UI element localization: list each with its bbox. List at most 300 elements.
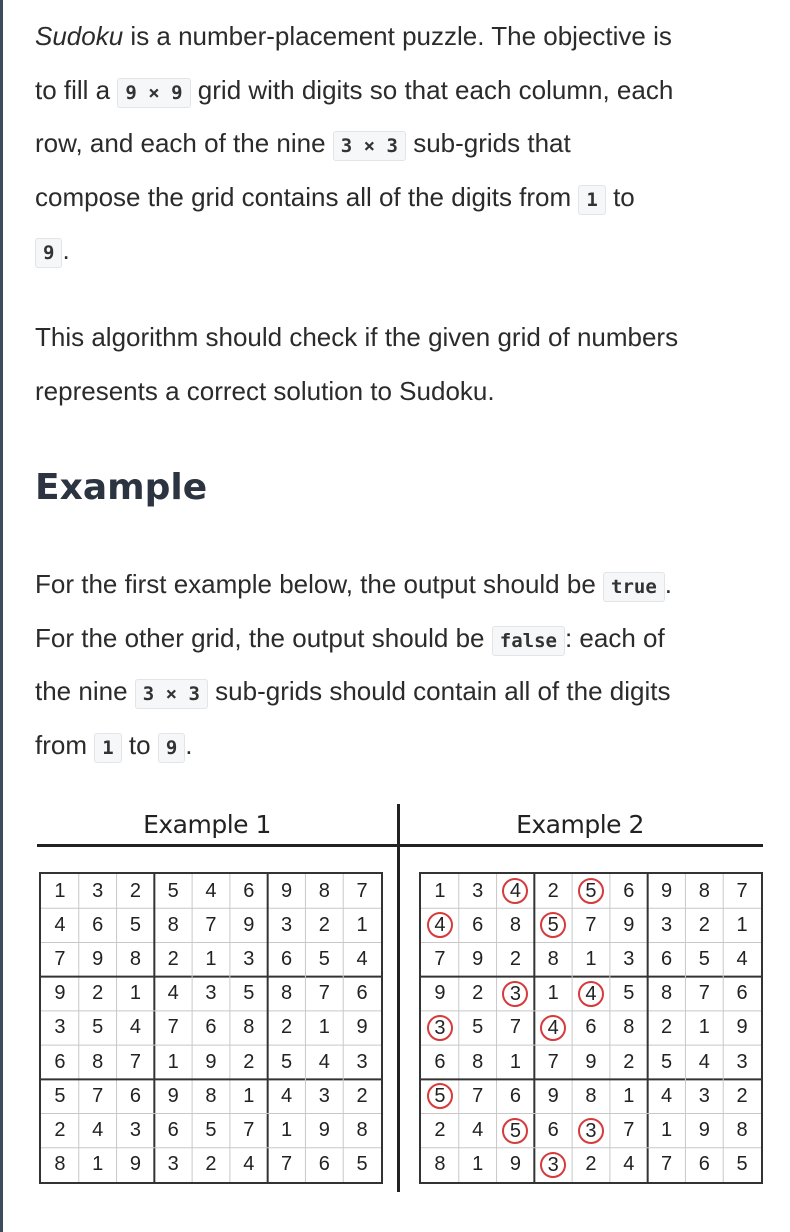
sudoku-cell xyxy=(41,942,79,976)
sudoku-cell xyxy=(723,1148,761,1182)
sudoku-cell xyxy=(685,977,723,1011)
sudoku-cell xyxy=(685,1114,723,1148)
cell-digit: 3 xyxy=(698,1084,710,1107)
sudoku-cell xyxy=(154,1079,192,1113)
cell-digit: 5 xyxy=(318,948,330,971)
cell-digit: 2 xyxy=(736,1084,748,1107)
sudoku-cell xyxy=(305,1079,343,1113)
cell-digit: 1 xyxy=(318,1016,330,1039)
sudoku-cell xyxy=(154,1114,192,1148)
sudoku-cell xyxy=(648,908,686,942)
sudoku-cell xyxy=(572,908,610,942)
sudoku-cell xyxy=(343,1148,381,1182)
sudoku-cell xyxy=(41,1079,79,1113)
cell-digit: 4 xyxy=(280,1084,293,1107)
cell-digit: 5 xyxy=(54,1084,66,1107)
cell-digit: 2 xyxy=(243,1050,255,1073)
example-1-title: Example 1 xyxy=(143,810,271,839)
sudoku-cell xyxy=(421,1114,459,1148)
sudoku-cell xyxy=(610,908,648,942)
cell-digit: 4 xyxy=(243,1153,255,1176)
cell-digit: 8 xyxy=(698,879,710,902)
cell-digit: 3 xyxy=(660,913,673,936)
sudoku-cell xyxy=(572,977,610,1011)
sudoku-cell xyxy=(117,1114,155,1148)
highlighted-digit: 5 xyxy=(502,1118,528,1144)
cell-digit: 5 xyxy=(472,1016,484,1039)
cell-digit: 6 xyxy=(698,1153,710,1176)
sudoku-cell xyxy=(421,1148,459,1182)
sudoku-cell xyxy=(421,1011,459,1045)
sudoku-cell xyxy=(572,942,610,976)
cell-digit: 3 xyxy=(243,948,255,971)
sudoku-cell xyxy=(343,1011,381,1045)
cell-digit: 8 xyxy=(243,1016,255,1039)
sudoku-cell xyxy=(117,1148,155,1182)
sudoku-cell xyxy=(154,874,192,908)
cell-digit: 3 xyxy=(205,982,217,1005)
highlighted-digit: 4 xyxy=(578,981,604,1007)
sudoku-cell xyxy=(192,908,230,942)
algorithm-paragraph: This algorithm should check if the given grid of numbers represents a correct solution to Sudoku. xyxy=(35,322,679,406)
sudoku-cell xyxy=(268,874,306,908)
sudoku-cell xyxy=(534,977,572,1011)
column-divider xyxy=(397,804,400,1192)
sudoku-cell xyxy=(343,977,381,1011)
sudoku-cell xyxy=(343,942,381,976)
sudoku-cell xyxy=(459,1045,497,1079)
cell-digit: 5 xyxy=(698,948,710,971)
cell-digit: 8 xyxy=(547,948,559,971)
sudoku-cell xyxy=(230,1045,268,1079)
cell-digit: 1 xyxy=(547,982,559,1005)
sudoku-cell xyxy=(79,1148,117,1182)
sudoku-cell xyxy=(610,942,648,976)
highlighted-digit: 4 xyxy=(502,878,528,904)
sudoku-cell xyxy=(343,908,381,942)
sudoku-cell xyxy=(230,942,268,976)
cell-digit: 8 xyxy=(92,1050,104,1073)
cell-digit: 4 xyxy=(660,1084,673,1107)
cell-digit: 1 xyxy=(243,1084,255,1107)
sudoku-cell xyxy=(648,1079,686,1113)
cell-digit: 1 xyxy=(472,1153,484,1176)
cell-digit: 9 xyxy=(92,948,104,971)
cell-digit: 5 xyxy=(356,1153,368,1176)
sudoku-grid-example-1 xyxy=(39,872,383,1184)
highlighted-digit: 5 xyxy=(578,878,604,904)
sudoku-cell xyxy=(497,1011,535,1045)
cell-digit: 7 xyxy=(547,1050,559,1073)
cell-digit: 1 xyxy=(585,948,597,971)
cell-digit: 2 xyxy=(54,1119,66,1142)
cell-digit: 6 xyxy=(472,913,484,936)
sudoku-cell xyxy=(648,1114,686,1148)
cell-digit: 9 xyxy=(698,1119,710,1142)
cell-digit: 7 xyxy=(509,1016,521,1039)
cell-digit: 5 xyxy=(129,913,141,936)
sudoku-cell xyxy=(685,1079,723,1113)
sudoku-cell xyxy=(572,1079,610,1113)
cell-digit: 8 xyxy=(205,1084,217,1107)
cell-digit: 7 xyxy=(318,982,330,1005)
cell-digit: 2 xyxy=(623,1050,635,1073)
sudoku-cell xyxy=(117,874,155,908)
cell-digit: 6 xyxy=(318,1153,330,1176)
sudoku-cell xyxy=(305,1045,343,1079)
sudoku-cell xyxy=(497,1045,535,1079)
cell-digit: 3 xyxy=(736,1050,748,1073)
sudoku-cell xyxy=(192,977,230,1011)
highlighted-digit: 5 xyxy=(540,912,566,938)
cell-digit: 7 xyxy=(472,1084,484,1107)
cell-digit: 8 xyxy=(129,948,141,971)
cell-digit: 6 xyxy=(92,913,104,936)
cell-digit: 3 xyxy=(472,879,484,902)
inline-code: false xyxy=(492,626,565,656)
cell-digit: 4 xyxy=(167,982,179,1005)
cell-digit: 4 xyxy=(356,948,368,971)
cell-digit: 3 xyxy=(623,948,635,971)
cell-digit: 7 xyxy=(167,1016,179,1039)
example-2-title: Example 2 xyxy=(516,810,644,839)
cell-digit: 4 xyxy=(318,1050,330,1073)
cell-digit: 9 xyxy=(167,1084,179,1107)
sudoku-cell xyxy=(685,874,723,908)
sudoku-cell xyxy=(459,1079,497,1113)
cell-digit: 5 xyxy=(92,1016,104,1039)
cell-digit: 1 xyxy=(434,879,446,902)
inline-code: 1 xyxy=(94,733,121,763)
cell-digit: 7 xyxy=(623,1119,635,1142)
cell-digit: 7 xyxy=(205,913,217,936)
sudoku-cell xyxy=(610,874,648,908)
cell-digit: 1 xyxy=(356,913,368,936)
sudoku-cell xyxy=(685,1045,723,1079)
sudoku-cell xyxy=(421,874,459,908)
cell-digit: 8 xyxy=(623,1016,635,1039)
cell-digit: 9 xyxy=(623,913,635,936)
cell-digit: 8 xyxy=(660,982,673,1005)
cell-digit: 8 xyxy=(434,1153,446,1176)
cell-digit: 9 xyxy=(585,1050,597,1073)
intro-paragraph: Sudoku is a number-placement puzzle. The objective is to fill a 9 × 9 grid with digits so that each column, each row, and each of the nine 3 × 3 sub-grids that compose the grid contains all of the digits from 1 to 9 . xyxy=(35,10,673,278)
cell-digit: 4 xyxy=(92,1119,104,1142)
highlighted-digit: 4 xyxy=(540,1015,566,1041)
cell-digit: 9 xyxy=(243,913,255,936)
cell-digit: 4 xyxy=(472,1119,484,1142)
sudoku-cell xyxy=(497,1114,535,1148)
sudoku-cell xyxy=(268,1011,306,1045)
cell-digit: 6 xyxy=(54,1050,66,1073)
sudoku-grid-example-2 xyxy=(419,872,763,1184)
sudoku-cell xyxy=(79,1045,117,1079)
cell-digit: 9 xyxy=(318,1119,330,1142)
explanation-paragraph: For the first example below, the output should be true . For the other grid, the output should be false : each of the nine 3 × 3 sub-grids should contain all of the digits from 1 to 9 . xyxy=(35,558,672,772)
cell-digit: 4 xyxy=(205,879,217,902)
cell-digit: 2 xyxy=(547,879,559,902)
cell-digit: 2 xyxy=(509,948,521,971)
sudoku-cell xyxy=(723,1079,761,1113)
sudoku-cell xyxy=(268,942,306,976)
cell-digit: 9 xyxy=(509,1153,521,1176)
sudoku-cell xyxy=(192,1114,230,1148)
sudoku-cell xyxy=(117,977,155,1011)
cell-digit: 9 xyxy=(434,982,446,1005)
cell-digit: 9 xyxy=(205,1050,217,1073)
sudoku-cell xyxy=(534,1148,572,1182)
cell-digit: 1 xyxy=(129,982,141,1005)
cell-digit: 6 xyxy=(129,1084,141,1107)
sudoku-cell xyxy=(305,977,343,1011)
cell-digit: 1 xyxy=(167,1050,179,1073)
sudoku-cell xyxy=(723,942,761,976)
cell-digit: 4 xyxy=(129,1016,141,1039)
sudoku-cell xyxy=(534,1011,572,1045)
sudoku-cell xyxy=(685,1148,723,1182)
cell-digit: 8 xyxy=(585,1084,597,1107)
sudoku-cell xyxy=(497,977,535,1011)
cell-digit: 3 xyxy=(54,1016,66,1039)
cell-digit: 7 xyxy=(698,982,710,1005)
sudoku-cell xyxy=(79,908,117,942)
cell-digit: 3 xyxy=(280,913,293,936)
highlighted-digit: 3 xyxy=(578,1118,604,1144)
sudoku-cell xyxy=(79,1011,117,1045)
cell-digit: 8 xyxy=(280,982,293,1005)
cell-digit: 8 xyxy=(167,913,179,936)
sudoku-cell xyxy=(154,908,192,942)
sudoku-cell xyxy=(497,1079,535,1113)
sudoku-cell xyxy=(305,1011,343,1045)
sudoku-cell xyxy=(534,942,572,976)
cell-digit: 1 xyxy=(623,1084,635,1107)
sudoku-cell xyxy=(459,908,497,942)
cell-digit: 6 xyxy=(280,948,293,971)
sudoku-cell xyxy=(41,874,79,908)
cell-digit: 3 xyxy=(167,1153,179,1176)
sudoku-cell xyxy=(648,1011,686,1045)
cell-digit: 6 xyxy=(205,1016,217,1039)
sudoku-cell xyxy=(610,1114,648,1148)
cell-digit: 6 xyxy=(660,948,673,971)
sudoku-cell xyxy=(192,874,230,908)
cell-digit: 4 xyxy=(54,913,66,936)
sudoku-cell xyxy=(723,1011,761,1045)
sudoku-cell xyxy=(572,874,610,908)
sudoku-cell xyxy=(230,1079,268,1113)
header-divider xyxy=(37,844,763,847)
sudoku-cell xyxy=(459,874,497,908)
highlighted-digit: 5 xyxy=(427,1083,453,1109)
cell-digit: 5 xyxy=(280,1050,293,1073)
cell-digit: 8 xyxy=(54,1153,66,1176)
highlighted-digit: 3 xyxy=(427,1015,453,1041)
sudoku-cell xyxy=(268,1079,306,1113)
cell-digit: 2 xyxy=(280,1016,293,1039)
sudoku-cell xyxy=(534,874,572,908)
sudoku-cell xyxy=(723,908,761,942)
sudoku-cell xyxy=(534,908,572,942)
sudoku-cell xyxy=(230,874,268,908)
sudoku-cell xyxy=(648,977,686,1011)
sudoku-cell xyxy=(154,1045,192,1079)
cell-digit: 5 xyxy=(736,1153,748,1176)
sudoku-cell xyxy=(723,977,761,1011)
cell-digit: 9 xyxy=(736,1016,748,1039)
cell-digit: 2 xyxy=(129,879,141,902)
sudoku-cell xyxy=(572,1148,610,1182)
cell-digit: 1 xyxy=(205,948,217,971)
sudoku-cell xyxy=(154,1011,192,1045)
sudoku-cell xyxy=(192,942,230,976)
cell-digit: 3 xyxy=(318,1084,330,1107)
cell-digit: 1 xyxy=(698,1016,710,1039)
sudoku-cell xyxy=(343,1079,381,1113)
sudoku-cell xyxy=(421,908,459,942)
sudoku-cell xyxy=(723,1114,761,1148)
sudoku-cell xyxy=(268,1114,306,1148)
sudoku-cell xyxy=(648,1045,686,1079)
cell-digit: 9 xyxy=(547,1084,559,1107)
sudoku-cell xyxy=(79,1079,117,1113)
cell-digit: 2 xyxy=(698,913,710,936)
cell-digit: 4 xyxy=(623,1153,635,1176)
sudoku-cell xyxy=(230,1114,268,1148)
sudoku-cell xyxy=(305,1114,343,1148)
cell-digit: 9 xyxy=(660,879,673,902)
cell-digit: 2 xyxy=(585,1153,597,1176)
cell-digit: 1 xyxy=(509,1050,521,1073)
cell-digit: 7 xyxy=(356,879,368,902)
sudoku-cell xyxy=(497,874,535,908)
cell-digit: 2 xyxy=(434,1119,446,1142)
cell-digit: 5 xyxy=(243,982,255,1005)
cell-digit: 6 xyxy=(434,1050,446,1073)
sudoku-cell xyxy=(230,1011,268,1045)
highlighted-digit: 3 xyxy=(502,981,528,1007)
cell-digit: 6 xyxy=(243,879,255,902)
sudoku-cell xyxy=(459,1114,497,1148)
sudoku-cell xyxy=(685,942,723,976)
sudoku-cell xyxy=(117,908,155,942)
inline-code: 9 xyxy=(158,733,185,763)
sudoku-cell xyxy=(41,977,79,1011)
cell-digit: 7 xyxy=(736,879,748,902)
cell-digit: 1 xyxy=(736,913,748,936)
sudoku-cell xyxy=(79,977,117,1011)
cell-digit: 7 xyxy=(92,1084,104,1107)
cell-digit: 4 xyxy=(698,1050,710,1073)
sudoku-cell xyxy=(723,874,761,908)
sudoku-cell xyxy=(41,1011,79,1045)
sudoku-cell xyxy=(343,1045,381,1079)
cell-digit: 7 xyxy=(585,913,597,936)
sudoku-cell xyxy=(192,1148,230,1182)
sudoku-cell xyxy=(192,1079,230,1113)
cell-digit: 2 xyxy=(660,1016,673,1039)
cell-digit: 4 xyxy=(736,948,748,971)
cell-digit: 7 xyxy=(54,948,66,971)
sudoku-cell xyxy=(41,1114,79,1148)
highlighted-digit: 3 xyxy=(540,1152,566,1178)
sudoku-cell xyxy=(421,1079,459,1113)
sudoku-cell xyxy=(534,1045,572,1079)
sudoku-cell xyxy=(534,1079,572,1113)
cell-digit: 9 xyxy=(280,879,293,902)
cell-digit: 5 xyxy=(205,1119,217,1142)
cell-digit: 6 xyxy=(167,1119,179,1142)
cell-digit: 2 xyxy=(167,948,179,971)
cell-digit: 8 xyxy=(356,1119,368,1142)
cell-digit: 9 xyxy=(54,982,66,1005)
sudoku-cell xyxy=(41,1045,79,1079)
cell-digit: 9 xyxy=(472,948,484,971)
sudoku-cell xyxy=(459,1011,497,1045)
inline-code: 1 xyxy=(578,185,605,215)
sudoku-cell xyxy=(648,942,686,976)
sudoku-cell xyxy=(230,977,268,1011)
sudoku-cell xyxy=(723,1045,761,1079)
inline-code: 9 × 9 xyxy=(117,78,190,108)
sudoku-cell xyxy=(610,977,648,1011)
cell-digit: 7 xyxy=(129,1050,141,1073)
sudoku-cell xyxy=(610,1079,648,1113)
cell-digit: 2 xyxy=(92,982,104,1005)
sudoku-cell xyxy=(343,1114,381,1148)
sudoku-cell xyxy=(459,942,497,976)
sudoku-cell xyxy=(41,908,79,942)
cell-digit: 8 xyxy=(472,1050,484,1073)
sudoku-cell xyxy=(534,1114,572,1148)
sudoku-cell xyxy=(572,1045,610,1079)
cell-digit: 1 xyxy=(280,1119,293,1142)
cell-digit: 6 xyxy=(356,982,368,1005)
cell-digit: 7 xyxy=(280,1153,293,1176)
sudoku-cell xyxy=(268,1045,306,1079)
sudoku-cell xyxy=(497,908,535,942)
sudoku-cell xyxy=(497,1148,535,1182)
sudoku-cell xyxy=(117,942,155,976)
sudoku-cell xyxy=(192,1011,230,1045)
sudoku-cell xyxy=(192,1045,230,1079)
inline-code: 3 × 3 xyxy=(135,679,208,709)
sudoku-cell xyxy=(685,908,723,942)
sudoku-cell xyxy=(497,942,535,976)
sudoku-term: Sudoku xyxy=(35,21,124,51)
cell-digit: 8 xyxy=(318,879,330,902)
inline-code: true xyxy=(603,572,665,602)
cell-digit: 5 xyxy=(167,879,179,902)
sudoku-cell xyxy=(610,1045,648,1079)
sudoku-cell xyxy=(230,908,268,942)
sudoku-cell xyxy=(648,1148,686,1182)
sudoku-cell xyxy=(230,1148,268,1182)
cell-digit: 8 xyxy=(736,1119,748,1142)
inline-code: 3 × 3 xyxy=(333,131,406,161)
sudoku-cell xyxy=(648,874,686,908)
sudoku-cell xyxy=(459,977,497,1011)
sudoku-cell xyxy=(268,1148,306,1182)
cell-digit: 3 xyxy=(92,879,104,902)
sudoku-cell xyxy=(154,942,192,976)
cell-digit: 1 xyxy=(660,1119,673,1142)
cell-digit: 1 xyxy=(54,879,66,902)
sudoku-cell xyxy=(79,942,117,976)
cell-digit: 2 xyxy=(318,913,330,936)
sudoku-cell xyxy=(154,977,192,1011)
example-heading: Example xyxy=(35,467,208,508)
